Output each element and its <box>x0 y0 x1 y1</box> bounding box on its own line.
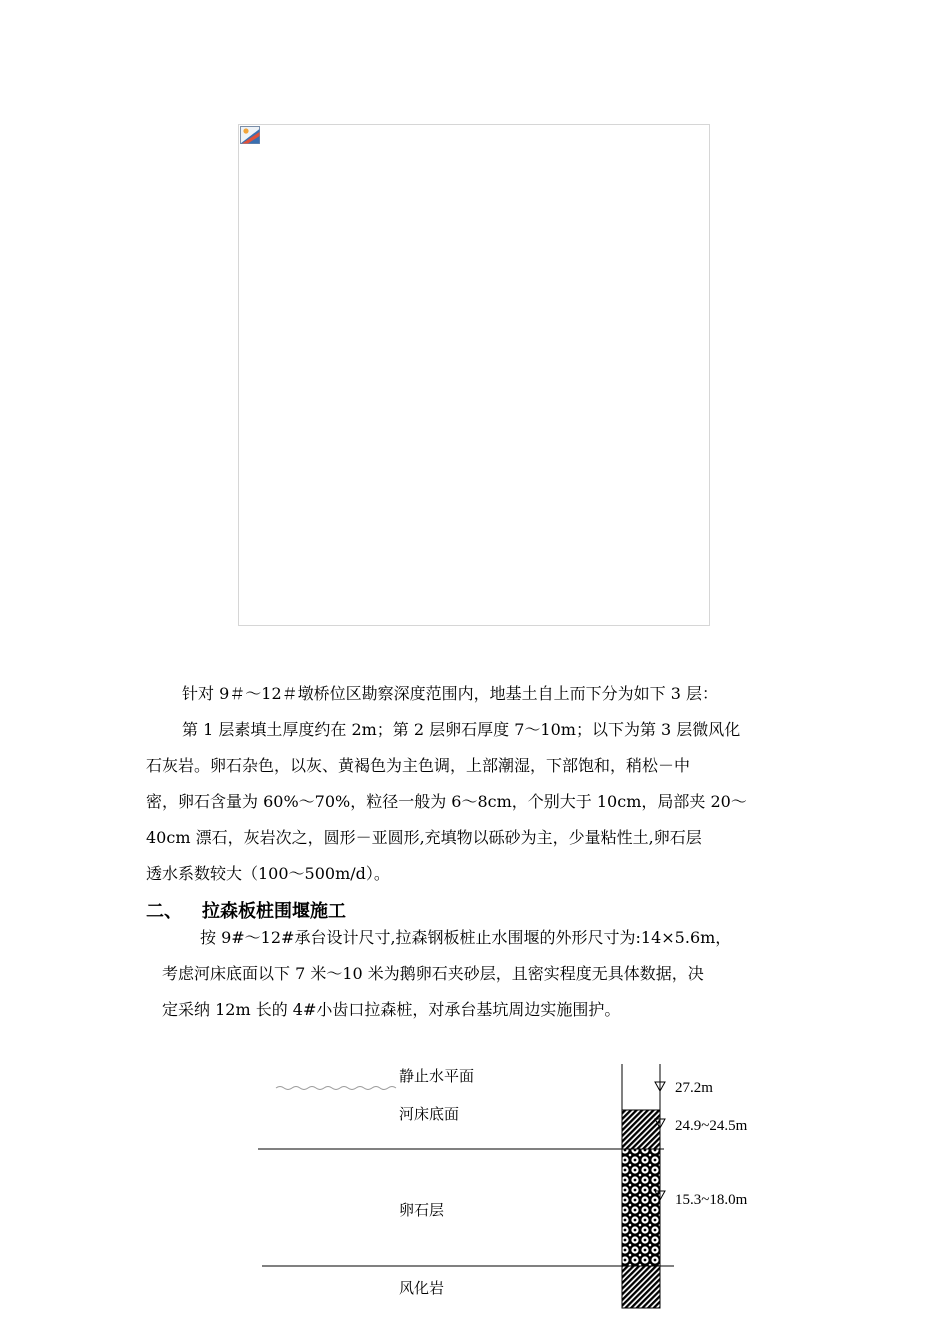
text-line: 石灰岩。卵石杂色，以灰、黄褐色为主色调，上部潮湿，下部饱和，稍松－中 <box>146 756 691 775</box>
water-surface-label: 静止水平面 <box>399 1067 475 1085</box>
rock-layer-hatch <box>622 1266 660 1308</box>
gravel-layer-label: 卵石层 <box>399 1201 445 1219</box>
text-line: 考虑河床底面以下 7 米～10 米为鹅卵石夹砂层，且密实程度无具体数据，决 <box>162 964 704 983</box>
broken-image-icon <box>240 126 260 144</box>
gravel-level-value: 15.3~18.0m <box>675 1192 748 1208</box>
gravel-layer-pattern <box>622 1149 660 1266</box>
weathered-rock-label: 风化岩 <box>399 1279 445 1297</box>
image-placeholder <box>238 124 710 626</box>
text-line: 密，卵石含量为 60%～70%，粒径一般为 6～8cm，个别大于 10cm，局部夹 20～ <box>146 792 747 811</box>
text-line: 针对 9＃～12＃墩桥位区勘察深度范围内，地基土自上而下分为如下 3 层： <box>182 684 718 703</box>
text-line: 透水系数较大（100～500m/d）。 <box>146 864 390 883</box>
text-line: 第 1 层素填土厚度约在 2m；第 2 层卵石厚度 7～10m；以下为第 3 层微风化 <box>182 720 741 739</box>
water-level-value: 27.2m <box>675 1080 713 1096</box>
riverbed-label: 河床底面 <box>399 1105 460 1123</box>
text-line: 40cm 漂石，灰岩次之，圆形－亚圆形,充填物以砾砂为主，少量粘性土,卵石层 <box>146 828 702 847</box>
text-line: 定采纳 12m 长的 4#小齿口拉森桩，对承台基坑周边实施围护。 <box>162 1000 621 1019</box>
riverbed-level-value: 24.9~24.5m <box>675 1118 748 1134</box>
section-title: 拉森板桩围堰施工 <box>202 901 346 922</box>
text-line: 按 9#～12#承台设计尺寸,拉森钢板桩止水围堰的外形尺寸为:14×5.6m， <box>200 928 732 947</box>
riverbed-layer-hatch <box>622 1110 660 1149</box>
water-surface-line <box>276 1087 396 1090</box>
geology-section-diagram <box>0 1055 950 1344</box>
section-number: 二、 <box>146 901 182 922</box>
